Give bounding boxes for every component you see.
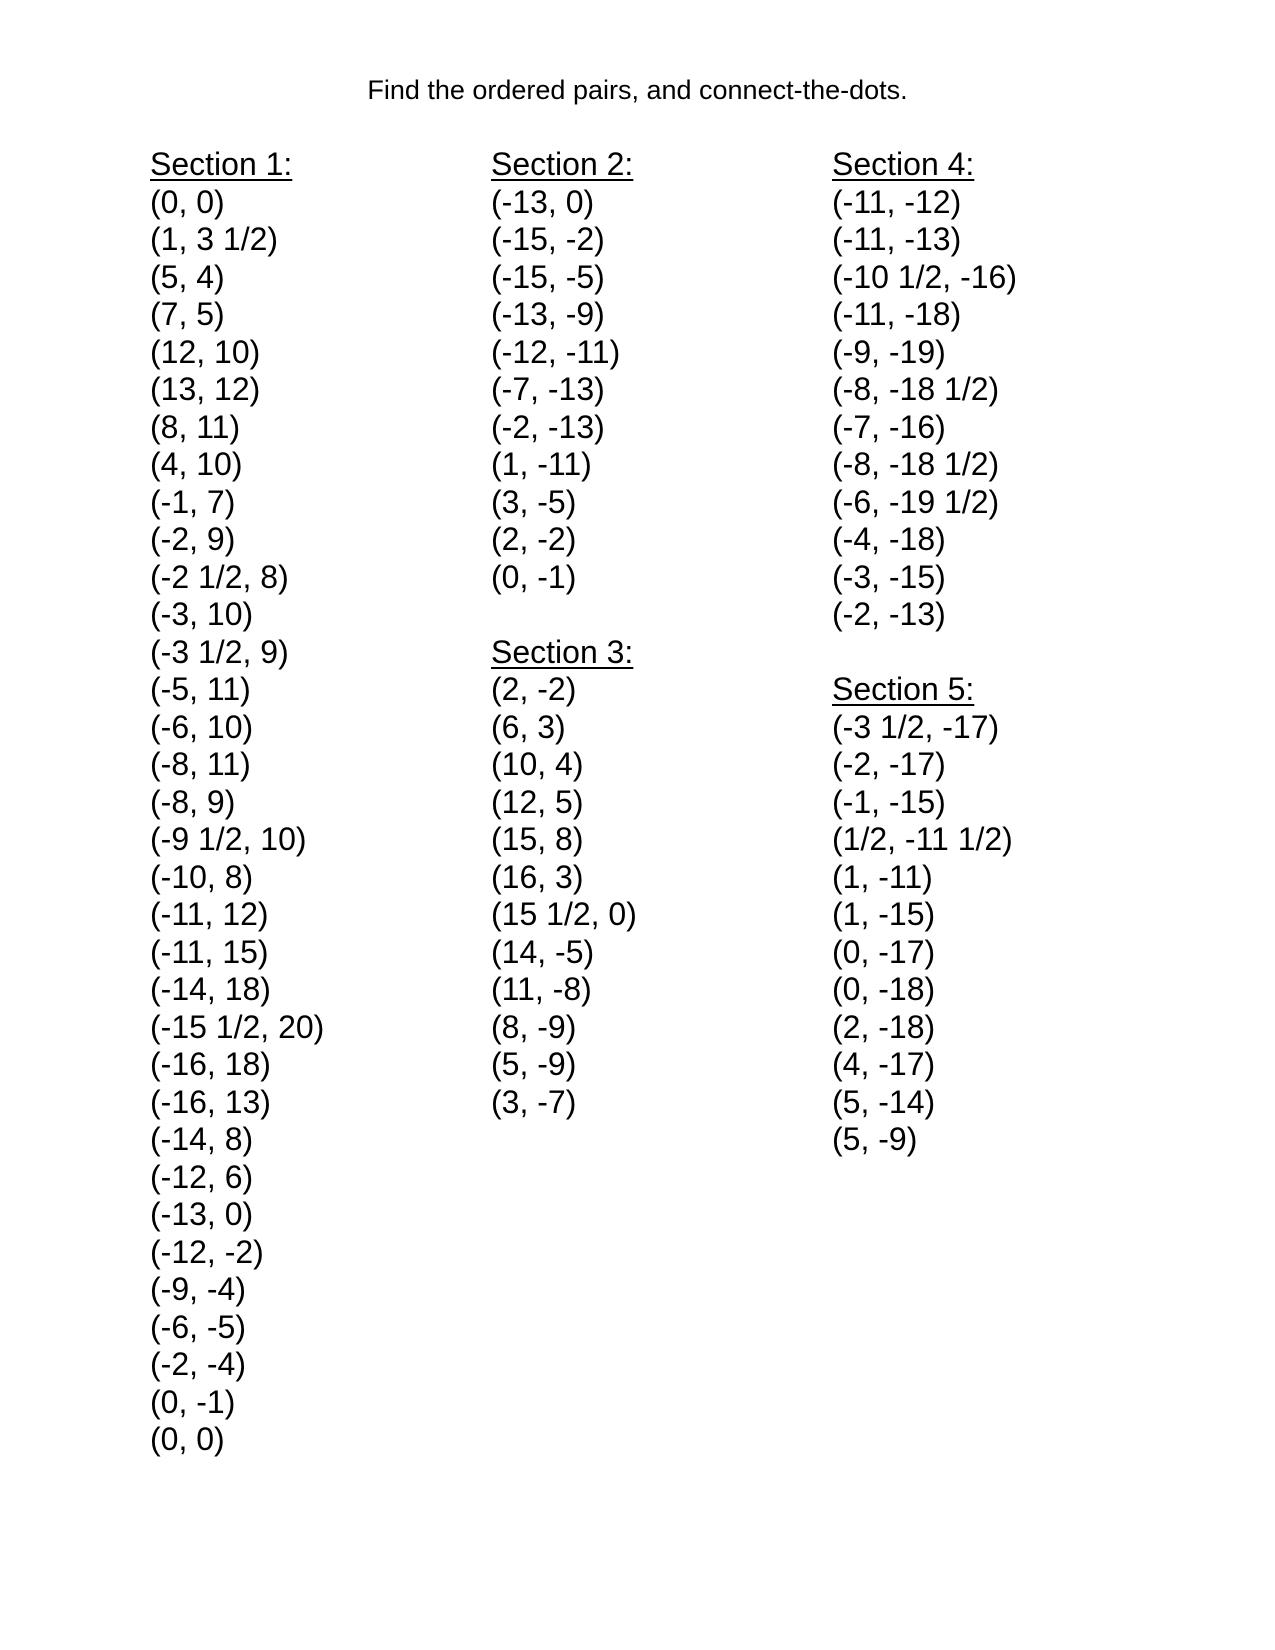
ordered-pair: (-10, 8) xyxy=(150,858,254,895)
ordered-pair: (-9 1/2, 10) xyxy=(150,821,307,857)
ordered-pair: (-5, 11) xyxy=(150,671,251,707)
ordered-pair-list xyxy=(491,184,637,597)
ordered-pair: (-2, -4) xyxy=(150,1346,246,1382)
ordered-pair: (-6, -19 1/2) xyxy=(832,483,1000,520)
ordered-pair: (12, 10) xyxy=(150,333,261,370)
ordered-pair: (-16, 13) xyxy=(150,1083,271,1120)
ordered-pair: (8, 11) xyxy=(150,408,241,445)
ordered-pair: (-13, 0) xyxy=(150,1196,254,1232)
ordered-pair: (-9, -4) xyxy=(150,1271,246,1307)
ordered-pair: (-13, 0) xyxy=(491,183,595,220)
ordered-pair: (-7, -16) xyxy=(832,408,946,445)
ordered-pair: (-12, -11) xyxy=(491,333,621,370)
ordered-pair: (6, 3) xyxy=(491,708,566,745)
ordered-pair: (1, 3 1/2) xyxy=(150,221,279,257)
ordered-pair: (10, 4) xyxy=(491,746,584,782)
ordered-pair: (-8, -18 1/2) xyxy=(832,371,1000,407)
ordered-pair: (-15, -5) xyxy=(491,258,605,295)
ordered-pair: (-2, 9) xyxy=(150,521,236,557)
column-left xyxy=(150,146,324,1496)
column-right xyxy=(832,146,1017,1196)
ordered-pair: (-14, 8) xyxy=(150,1121,254,1157)
ordered-pair-list xyxy=(150,184,324,1459)
ordered-pair: (-1, -15) xyxy=(832,783,946,820)
ordered-pair: (-10 1/2, -16) xyxy=(832,258,1017,295)
ordered-pair: (0, -17) xyxy=(832,933,936,970)
ordered-pair: (1, -11) xyxy=(832,858,933,895)
ordered-pair: (5, 4) xyxy=(150,258,225,295)
ordered-pair: (-3 1/2, -17) xyxy=(832,708,1000,745)
ordered-pair: (-6, -5) xyxy=(150,1308,246,1345)
ordered-pair: (16, 3) xyxy=(491,858,584,895)
section xyxy=(832,671,1017,1159)
ordered-pair: (0, 0) xyxy=(150,1421,225,1457)
ordered-pair: (-11, 15) xyxy=(150,933,269,970)
ordered-pair: (5, -14) xyxy=(832,1083,936,1120)
ordered-pair-list xyxy=(491,671,637,1121)
ordered-pair: (5, -9) xyxy=(832,1121,918,1157)
ordered-pair: (14, -5) xyxy=(491,933,595,970)
ordered-pair: (-11, 12) xyxy=(150,896,269,932)
ordered-pair: (-8, -18 1/2) xyxy=(832,446,1000,482)
ordered-pair: (15 1/2, 0) xyxy=(491,896,637,932)
ordered-pair: (-12, 6) xyxy=(150,1158,254,1195)
section-heading: Section 4: xyxy=(832,146,975,182)
ordered-pair: (0, 0) xyxy=(150,183,225,220)
ordered-pair: (-15, -2) xyxy=(491,221,605,257)
ordered-pair-list xyxy=(832,184,1017,634)
ordered-pair: (-14, 18) xyxy=(150,971,271,1007)
ordered-pair: (-11, -13) xyxy=(832,221,962,257)
ordered-pair-list xyxy=(832,709,1017,1159)
ordered-pair: (11, -8) xyxy=(491,971,592,1007)
section-heading: Section 1: xyxy=(150,146,293,182)
ordered-pair: (-11, -18) xyxy=(832,296,962,332)
section xyxy=(491,634,637,1122)
ordered-pair: (7, 5) xyxy=(150,296,225,332)
ordered-pair: (2, -2) xyxy=(491,671,577,707)
ordered-pair: (-3, -15) xyxy=(832,558,946,595)
ordered-pair: (-8, 11) xyxy=(150,746,251,782)
ordered-pair: (-9, -19) xyxy=(832,333,946,370)
ordered-pair: (-6, 10) xyxy=(150,708,254,745)
ordered-pair: (15, 8) xyxy=(491,821,584,857)
section-heading: Section 2: xyxy=(491,146,634,182)
ordered-pair: (12, 5) xyxy=(491,783,584,820)
ordered-pair: (4, -17) xyxy=(832,1046,936,1082)
ordered-pair: (-15 1/2, 20) xyxy=(150,1008,325,1045)
ordered-pair: (-4, -18) xyxy=(832,521,946,557)
section-heading: Section 5: xyxy=(832,671,975,707)
ordered-pair: (3, -5) xyxy=(491,483,577,520)
section-heading: Section 3: xyxy=(491,633,634,670)
ordered-pair: (1, -15) xyxy=(832,896,936,932)
ordered-pair: (8, -9) xyxy=(491,1008,577,1045)
ordered-pair: (5, -9) xyxy=(491,1046,577,1082)
section xyxy=(150,146,324,1459)
ordered-pair: (-1, 7) xyxy=(150,483,236,520)
column-middle xyxy=(491,146,637,1159)
ordered-pair: (2, -2) xyxy=(491,521,577,557)
ordered-pair: (3, -7) xyxy=(491,1083,577,1120)
ordered-pair: (-12, -2) xyxy=(150,1233,264,1270)
ordered-pair: (-13, -9) xyxy=(491,296,605,332)
ordered-pair: (-7, -13) xyxy=(491,371,605,407)
ordered-pair: (-2 1/2, 8) xyxy=(150,558,289,595)
ordered-pair: (-2, -17) xyxy=(832,746,946,782)
ordered-pair: (-3, 10) xyxy=(150,596,254,632)
ordered-pair: (1, -11) xyxy=(491,446,592,482)
ordered-pair: (-2, -13) xyxy=(832,596,946,632)
section xyxy=(832,146,1017,634)
ordered-pair: (0, -1) xyxy=(491,558,577,595)
ordered-pair: (-8, 9) xyxy=(150,783,236,820)
ordered-pair: (-11, -12) xyxy=(832,183,962,220)
ordered-pair: (13, 12) xyxy=(150,371,261,407)
section xyxy=(491,146,637,596)
ordered-pair: (1/2, -11 1/2) xyxy=(832,821,1013,857)
ordered-pair: (4, 10) xyxy=(150,446,243,482)
ordered-pair: (0, -1) xyxy=(150,1383,236,1420)
ordered-pair: (-2, -13) xyxy=(491,408,605,445)
ordered-pair: (2, -18) xyxy=(832,1008,936,1045)
page-title: Find the ordered pairs, and connect-the-dots. xyxy=(367,75,908,105)
ordered-pair: (0, -18) xyxy=(832,971,936,1007)
ordered-pair: (-16, 18) xyxy=(150,1046,271,1082)
ordered-pair: (-3 1/2, 9) xyxy=(150,633,289,670)
